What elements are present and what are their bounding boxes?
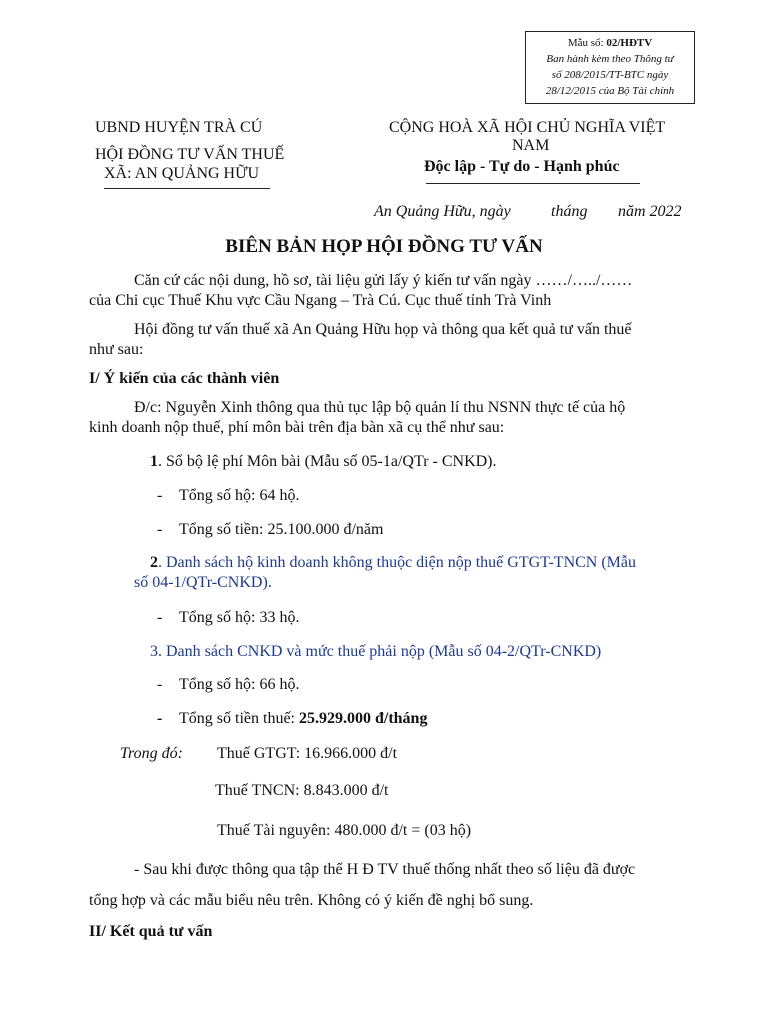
item1-text: . Sổ bộ lệ phí Môn bài (Mẫu số 05-1a/QTr - CNKD). bbox=[158, 453, 497, 470]
header-council: HỘI ĐỒNG TƯ VẤN THUẾ bbox=[95, 146, 285, 163]
item2-bullet1: Tổng số hộ: 33 hộ. bbox=[179, 609, 300, 626]
item3-bullet1-dash: - bbox=[157, 676, 163, 693]
item2-line2: số 04-1/QTr-CNKD). bbox=[134, 574, 272, 591]
item1 bbox=[150, 453, 497, 471]
intro-p2-line2: như sau: bbox=[89, 341, 144, 358]
total-tax-value: 25.929.000 đ/tháng bbox=[298, 710, 428, 727]
conclusion-line1: - Sau khi được thông qua tập thể H Đ TV thuế thống nhất theo số liệu đã được bbox=[134, 861, 636, 878]
breakdown-resource: Thuế Tài nguyên: 480.000 đ/t = (03 hộ) bbox=[217, 822, 472, 839]
header-motto: Độc lập - Tự do - Hạnh phúc bbox=[424, 158, 620, 175]
form-number-prefix: Mẫu số: bbox=[567, 37, 607, 49]
date-month: tháng bbox=[551, 203, 588, 220]
item1-bullet2-dash: - bbox=[157, 521, 163, 538]
header-motto-underline bbox=[426, 183, 640, 184]
item1-bullet1-dash: - bbox=[157, 487, 163, 504]
item2-bullet1-dash: - bbox=[157, 609, 163, 626]
form-number-line bbox=[568, 37, 652, 49]
date-year: năm 2022 bbox=[618, 203, 682, 220]
item3-bullet1: Tổng số hộ: 66 hộ. bbox=[179, 676, 300, 693]
section1-para-line2: kinh doanh nộp thuế, phí môn bài trên địa bàn xã cụ thể như sau: bbox=[89, 419, 505, 436]
intro-p2-line1: Hội đồng tư vấn thuế xã An Quảng Hữu họp và thông qua kết quả tư vấn thuế bbox=[134, 321, 632, 338]
item2-text: . Danh sách hộ kinh doanh không thuộc diện nộp thuế GTGT-TNCN (Mẫu bbox=[158, 554, 636, 571]
form-date-line: 28/12/2015 của Bộ Tài chính bbox=[545, 85, 675, 97]
intro-p1-line1: Căn cứ các nội dung, hồ sơ, tài liệu gửi lấy ý kiến tư vấn ngày ……/…../…… bbox=[134, 272, 633, 289]
form-number-box bbox=[525, 31, 695, 104]
item2-number: 2 bbox=[150, 554, 158, 571]
header-commune: XÃ: AN QUẢNG HỮU bbox=[104, 165, 260, 182]
item1-bullet1: Tổng số hộ: 64 hộ. bbox=[179, 487, 300, 504]
header-agency: UBND HUYỆN TRÀ CÚ bbox=[95, 119, 263, 136]
item2-line1 bbox=[150, 554, 636, 572]
conclusion-line2: tổng hợp và các mẫu biểu nêu trên. Không có ý kiến đề nghị bổ sung. bbox=[89, 892, 534, 909]
item1-number: 1 bbox=[150, 453, 158, 470]
header-left-underline bbox=[104, 188, 270, 189]
breakdown-vat: Thuế GTGT: 16.966.000 đ/t bbox=[217, 745, 398, 762]
item3-bullet2 bbox=[179, 710, 427, 728]
section2-heading: II/ Kết quả tư vấn bbox=[89, 923, 213, 940]
intro-p1-line2: của Chi cục Thuế Khu vực Cầu Ngang – Trà Cú. Cục thuế tỉnh Trà Vinh bbox=[89, 292, 552, 309]
item3-bullet2-dash: - bbox=[157, 710, 163, 727]
header-republic-cont: NAM bbox=[512, 137, 550, 154]
header-republic: CỘNG HOÀ XÃ HỘI CHỦ NGHĨA VIỆT bbox=[389, 119, 666, 136]
form-circular-line: số 208/2015/TT-BTC ngày bbox=[551, 69, 669, 81]
section1-heading: I/ Ý kiến của các thành viên bbox=[89, 370, 280, 387]
section1-para-line1: Đ/c: Nguyễn Xinh thông qua thủ tục lập bộ quản lí thu NSNN thực tế của hộ bbox=[134, 399, 626, 416]
total-tax-label: Tổng số tiền thuế: bbox=[179, 710, 299, 727]
item3: 3. Danh sách CNKD và mức thuế phải nộp (Mẫu số 04-2/QTr-CNKD) bbox=[150, 643, 602, 660]
form-number-code: 02/HĐTV bbox=[606, 37, 653, 49]
date-place-day: An Quảng Hữu, ngày bbox=[374, 203, 511, 220]
form-issued-line: Ban hành kèm theo Thông tư bbox=[546, 53, 674, 65]
document-title: BIÊN BẢN HỌP HỘI ĐỒNG TƯ VẤN bbox=[225, 236, 543, 257]
item1-bullet2: Tổng số tiền: 25.100.000 đ/năm bbox=[179, 521, 384, 538]
breakdown-label: Trong đó: bbox=[120, 745, 183, 762]
breakdown-pit: Thuế TNCN: 8.843.000 đ/t bbox=[215, 782, 389, 799]
